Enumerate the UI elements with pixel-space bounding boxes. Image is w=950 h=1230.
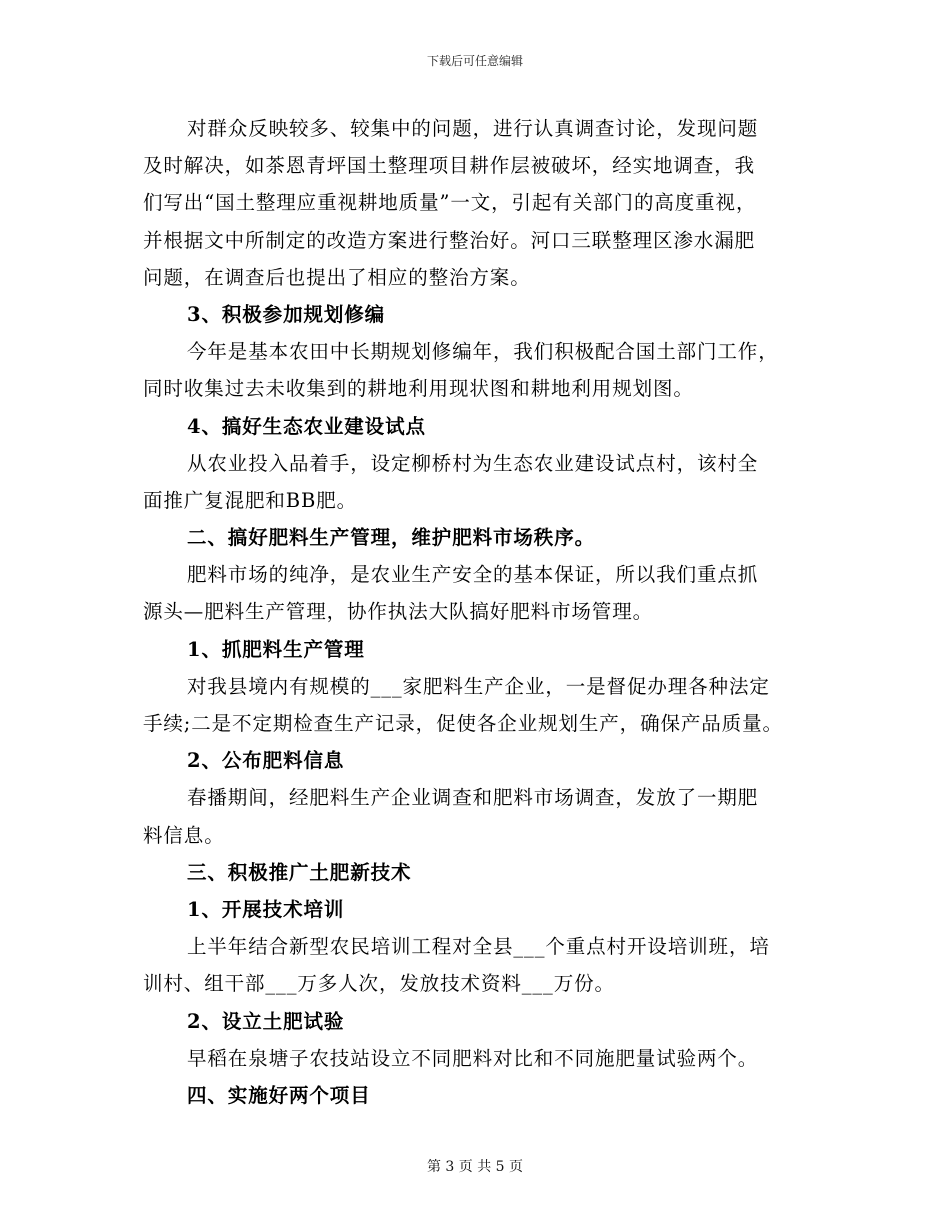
paragraph-line: 料信息。 [143, 823, 225, 847]
document-body [143, 110, 813, 1114]
section-heading: 三、积极推广土肥新技术 [187, 860, 412, 884]
paragraph-line: 春播期间，经肥料生产企业调查和肥料市场调查，发放了一期肥 [187, 786, 759, 810]
paragraph-line: 同时收集过去未收集到的耕地利用现状图和耕地利用规划图。 [143, 377, 694, 401]
subsection-heading: 2、设立土肥试验 [187, 1009, 345, 1033]
paragraph-line: 并根据文中所制定的改造方案进行整治好。河口三联整理区渗水漏肥 [143, 228, 756, 252]
paragraph-line: 及时解决，如茶恩青坪国土整理项目耕作层被破坏，经实地调查，我 [143, 154, 756, 178]
page-header: 下载后可任意编辑 [426, 54, 523, 68]
page-footer: 第 3 页 共 5 页 [426, 1159, 524, 1175]
section-heading: 二、搞好肥料生产管理，维护肥料市场秩序。 [187, 526, 596, 550]
subsection-heading: 3、积极参加规划修编 [187, 302, 386, 326]
paragraph-line: 今年是基本农田中长期规划修编年，我们积极配合国土部门工作， [187, 340, 779, 364]
subsection-heading: 2、公布肥料信息 [187, 749, 345, 773]
paragraph-line: 问题，在调查后也提出了相应的整治方案。 [143, 265, 531, 289]
paragraph-line: 们写出“国土整理应重视耕地质量”一文，引起有关部门的高度重视， [143, 191, 757, 215]
section-heading: 四、实施好两个项目 [187, 1083, 371, 1107]
paragraph-line: 对我县境内有规模的___家肥料生产企业，一是督促办理各种法定 [187, 674, 770, 698]
paragraph-line: 源头—肥料生产管理，协作执法大队搞好肥料市场管理。 [143, 600, 654, 624]
paragraph-line: 从农业投入品着手，设定柳桥村为生态农业建设试点村，该村全 [187, 451, 759, 475]
subsection-heading: 4、搞好生态农业建设试点 [187, 414, 426, 438]
paragraph-line: 上半年结合新型农民培训工程对全县___个重点村开设培训班，培 [187, 935, 770, 959]
paragraph-line: 对群众反映较多、较集中的问题，进行认真调查讨论，发现问题 [187, 117, 759, 140]
paragraph-line: 肥料市场的纯净，是农业生产安全的基本保证，所以我们重点抓 [187, 563, 759, 587]
paragraph-line: 面推广复混肥和BB肥。 [143, 488, 358, 512]
subsection-heading: 1、开展技术培训 [187, 897, 345, 921]
paragraph-line: 训村、组干部___万多人次，发放技术资料___万份。 [143, 972, 615, 996]
paragraph-line: 早稻在泉塘子农技站设立不同肥料对比和不同施肥量试验两个。 [187, 1046, 759, 1070]
subsection-heading: 1、抓肥料生产管理 [187, 637, 365, 661]
paragraph-line: 手续;二是不定期检查生产记录，促使各企业规划生产，确保产品质量。 [143, 712, 783, 735]
